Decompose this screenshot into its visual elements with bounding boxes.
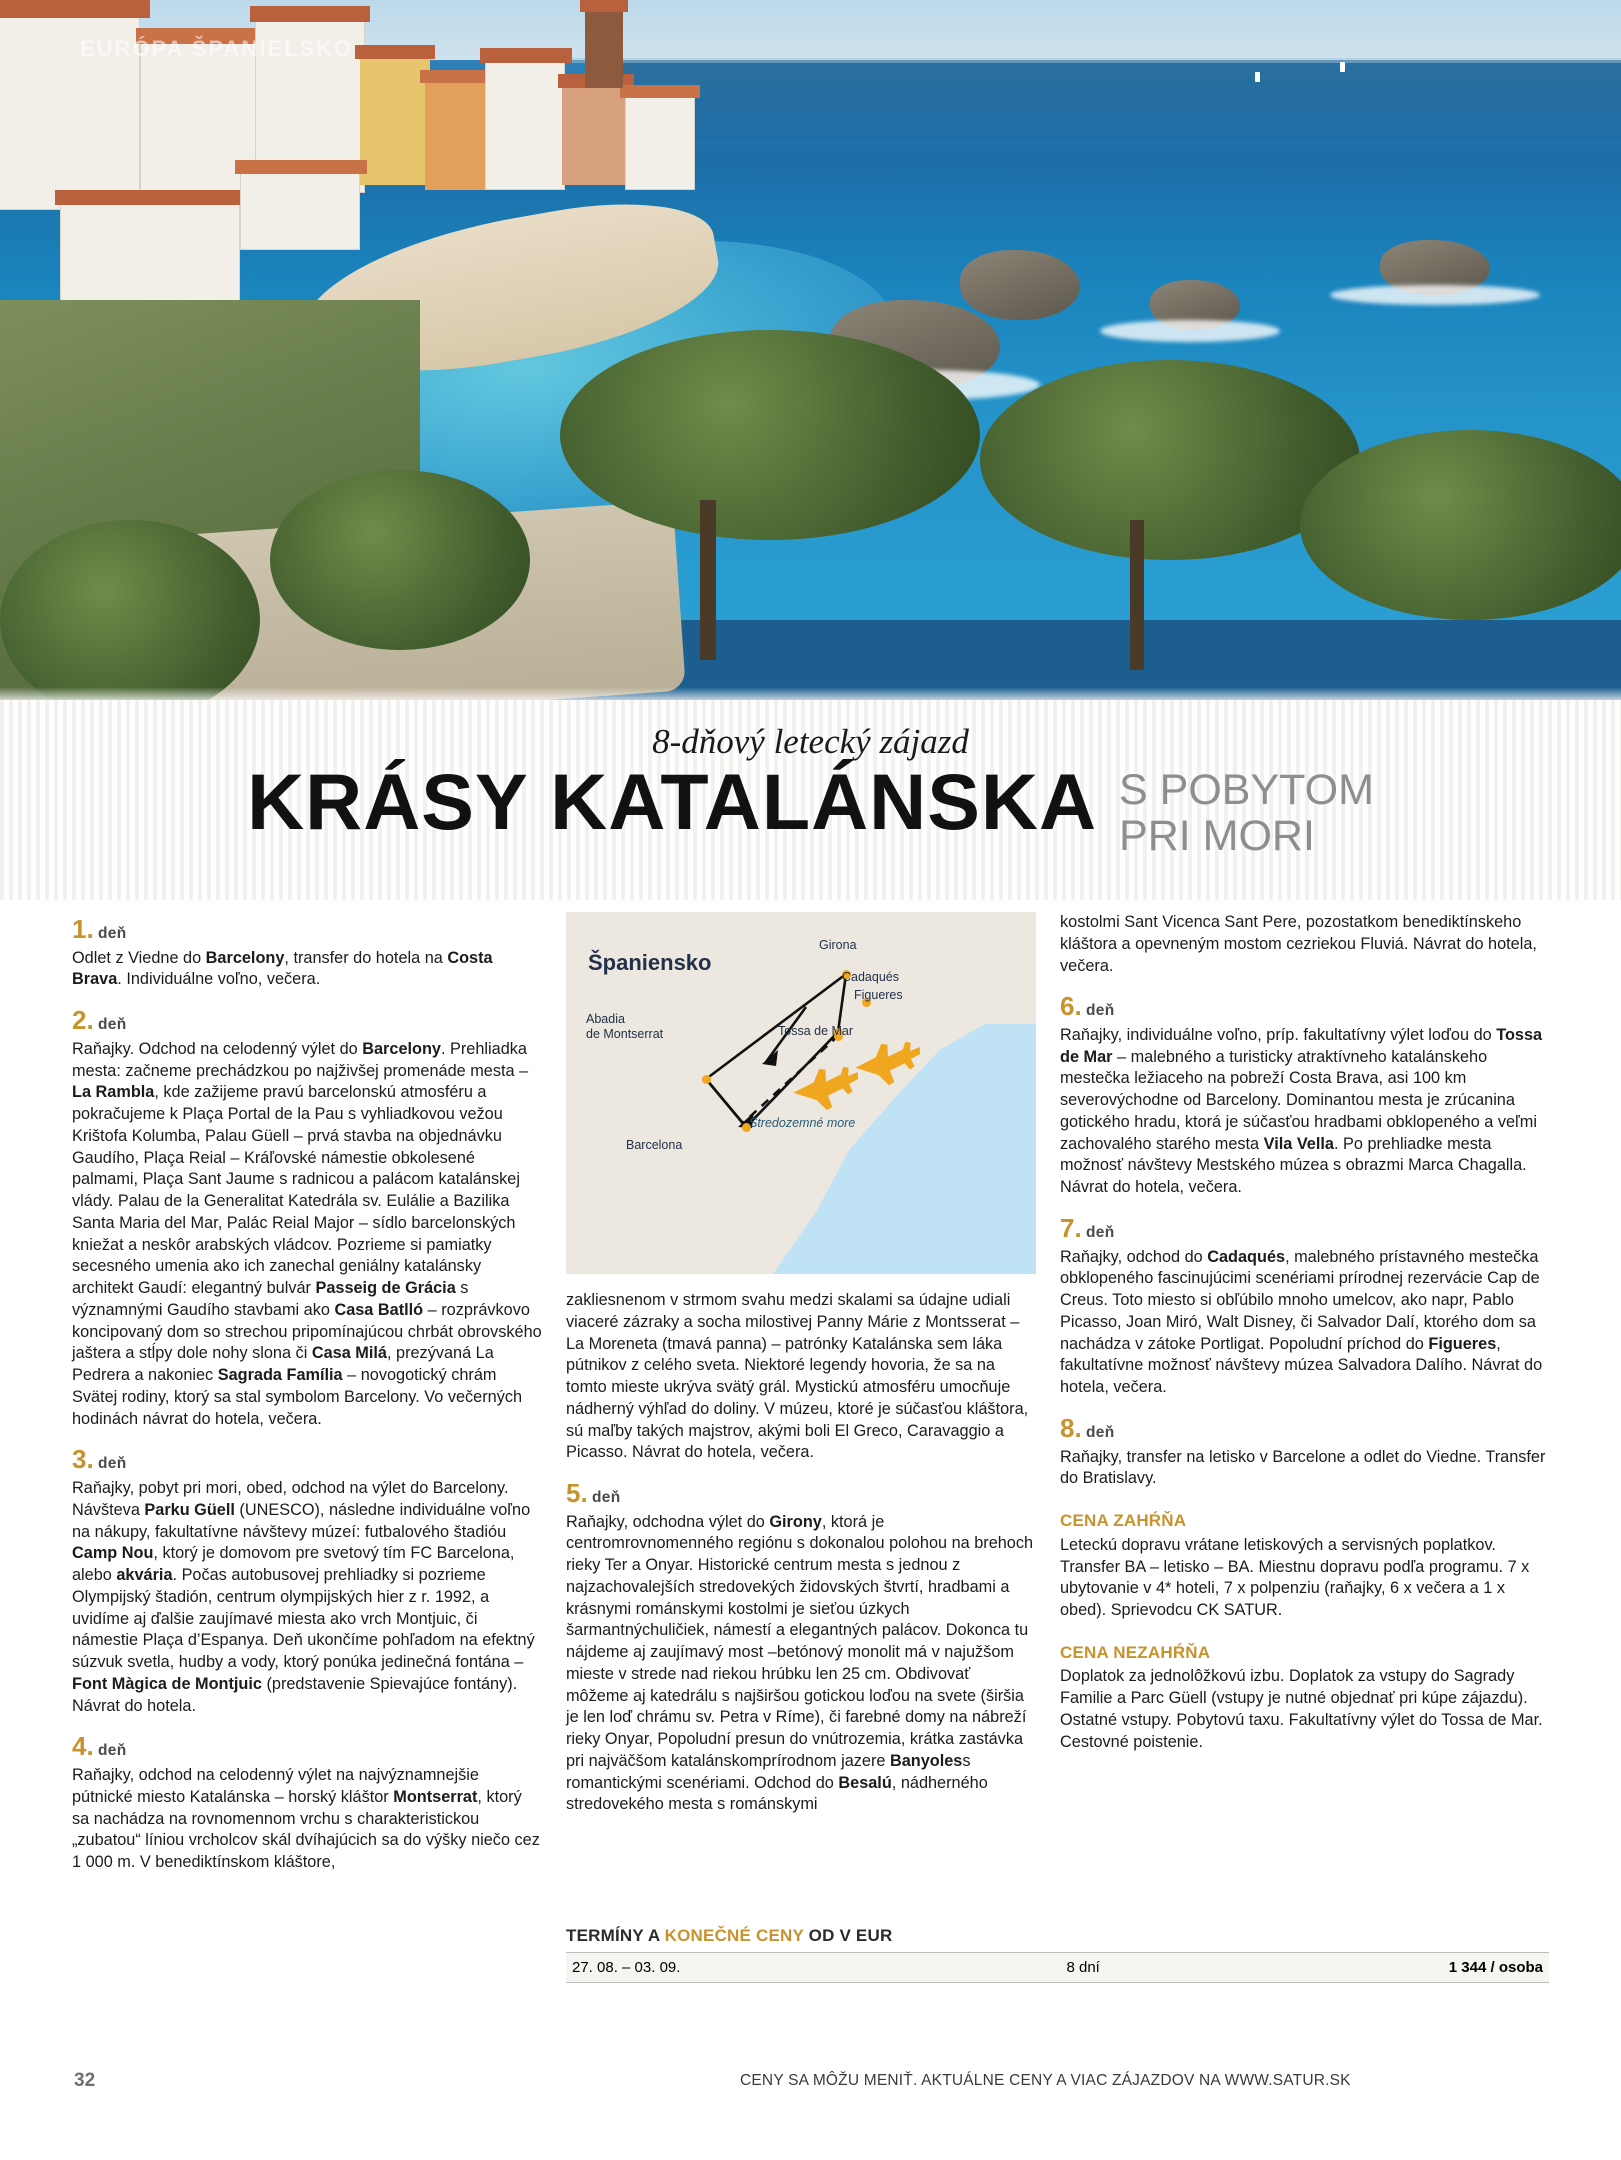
day-text-3: Raňajky, pobyt pri mori, obed, odchod na výlet do Barcelony. Návšteva Parku Güell (UNESCO), následne individuálne voľno na nákupy, fakultatívne návštevy múzeí: futbalového štadióu Camp Nou, ktorý je domovom pre svetový tím FC Barcelona, alebo akvária. Počas autobusovej prehliadky si pozrieme Olympijský štadión, centrum olympijských hier z r. 1992, a uvidíme aj ďalšie zaujímavé miesta ako vrch Montjuic, či námestie Plaça d’Espanya. Deň ukončíme pohľadom na efektný súzvuk svetla, hudby a vody, ktorý ponúka jedinečná fontána – Font Màgica de Montjuic (predstavenie Spievajúce fontány). Návrat do hotela. xyxy=(72,1479,535,1715)
day-text-5: Raňajky, odchodna výlet do Girony, ktorá je centromrovnomenného regiónu s dokonalou polohou na brehoch rieky Ter a Onyar. Historické centrum mesta s jednou z najzachovalejších stredovekých židovských štvrtí, hradbami a krásnymi románskymi kostolmi je sieťou úzkych šarmantnýchuličiek, námestí a elegantných palácov. Dokonca tu nájdeme aj zaujímavý most –betónový monolit má v najužšom mieste v strede nad riekou hrúbku len 25 cm. Obdivovať môžeme aj katedrálu s najširšou gotickou loďou na svete (širšia je len loď chrámu sv. Petra v Ríme), či farebné domy na nábreží rieky Onyar, Popoludní presun do vnútrozemia, krátka zastávka pri najväčšom katalánskomprírodnom jazere Banyoless romantickými scenériami. Odchod do Besalú, nádherného stredovekého mesta s románskymi xyxy=(566,1512,1034,1814)
day-label: deň xyxy=(98,925,127,942)
terms-heading-part1: TERMÍNY A xyxy=(566,1926,665,1945)
shrub xyxy=(0,520,260,705)
section-heading-price-includes: CENA ZAHŔŇA xyxy=(1060,1511,1187,1531)
term-date: 27. 08. – 03. 09. xyxy=(566,1953,1001,1983)
terms-heading-part2: OD V EUR xyxy=(803,1926,893,1945)
pine-tree xyxy=(560,330,980,540)
map-label-barcelona: Barcelona xyxy=(626,1138,683,1152)
subtitle-line-2: PRI MORI xyxy=(1119,811,1315,860)
sailboat xyxy=(1340,62,1345,72)
sea-foam xyxy=(1330,285,1540,305)
map-label-girona: Girona xyxy=(819,938,857,952)
day-heading-3 xyxy=(72,1442,542,1477)
column-1 xyxy=(72,912,542,1876)
section-heading-price-excludes: CENA NEZAHŔŇA xyxy=(1060,1642,1211,1662)
footer-note: CENY SA MÔŽU MENIŤ. AKTUÁLNE CENY A VIAC ZÁJAZDOV NA WWW.SATUR.SK xyxy=(740,2072,1351,2089)
column-2 xyxy=(566,1290,1036,1818)
day-number: 1. xyxy=(72,914,94,944)
day-heading-4 xyxy=(72,1729,542,1764)
day-heading-2 xyxy=(72,1003,542,1038)
sailboat xyxy=(1255,72,1260,82)
day-heading-5 xyxy=(566,1476,1036,1511)
day-number: 8. xyxy=(1060,1412,1082,1443)
day-heading-8 xyxy=(1060,1411,1549,1446)
day-number: 2. xyxy=(72,1005,94,1036)
day-text-1: Odlet z Viedne do Barcelony, transfer do hotela na Costa Brava. Individuálne voľno, večera. xyxy=(72,948,493,989)
column-3 xyxy=(1060,912,1549,1755)
day-label: deň xyxy=(1086,1002,1115,1020)
day-heading-6 xyxy=(1060,989,1549,1024)
kicker: 8-dňový letecký zájazd xyxy=(652,722,969,761)
terms-heading-gold: KONEČNÉ CENY xyxy=(664,1926,804,1945)
terms-heading xyxy=(566,1926,1549,1946)
map-label-abadia xyxy=(586,1012,663,1042)
map-label-figueres: Figueres xyxy=(854,988,903,1002)
page-title: KRÁSY KATALÁNSKA xyxy=(247,757,1098,846)
title-row xyxy=(0,757,1621,860)
day-label: deň xyxy=(98,1742,127,1760)
tree-trunk xyxy=(1130,520,1144,670)
page-number: 32 xyxy=(74,2070,96,2091)
day-number: 5. xyxy=(566,1478,588,1508)
hero-watermark: EURÓPA ŠPANIELSKO xyxy=(80,36,354,61)
besalu-continuation: kostolmi Sant Vicenca Sant Pere, pozostatkom benediktínskeho kláštora a opevneným mostom cezriekou Fluviá. Návrat do hotela, večera. xyxy=(1060,913,1537,975)
table-row xyxy=(566,1953,1549,1983)
day-label: deň xyxy=(1086,1223,1115,1241)
day-label: deň xyxy=(98,1016,127,1034)
subtitle-line-1: S POBYTOM xyxy=(1119,766,1374,814)
term-price: 1 344 / osoba xyxy=(1165,1953,1549,1983)
day-label: deň xyxy=(98,1455,127,1473)
rock xyxy=(960,250,1080,320)
term-duration: 8 dní xyxy=(1001,1953,1165,1983)
map-label-abadia-line1: Abadia xyxy=(586,1012,625,1026)
day-number: 3. xyxy=(72,1444,94,1475)
sea-foam xyxy=(1100,320,1280,342)
day-number: 4. xyxy=(72,1731,94,1762)
prices-table xyxy=(566,1952,1549,1983)
day-text-6: Raňajky, individuálne voľno, príp. fakultatívny výlet loďou do Tossa de Mar – malebného a turisticky atraktívneho katalánskeho mestečka ležiaceho na pobreží Costa Brava, asi 100 km severovýchodne od Barcelony. Dominantou mesta je zrúcanina gotického hradu, ktorá je súčasťou hradbami obklopeného a veľmi zachovalého starého mesta Vila Vella. Po prehliadke mesta možnosť návštevy Mestského múzea s obrazmi Marca Chagalla. Návrat do hotela, večera. xyxy=(1060,1025,1543,1197)
route-map xyxy=(566,912,1036,1274)
day-label: deň xyxy=(592,1489,621,1506)
price-includes-text: Leteckú dopravu vrátane letiskových a servisných poplatkov. Transfer BA – letisko – BA. Miestnu dopravu podľa programu. 7 x ubytovanie v 4* hoteli, 7 x polpenziu (raňajky, 6 x večera a 1 x obed). Sprievodcu CK SATUR. xyxy=(1060,1535,1530,1620)
day-number: 6. xyxy=(1060,991,1082,1022)
map-country-label: Španiensko xyxy=(588,950,712,975)
terms-and-prices xyxy=(566,1926,1549,1983)
day-text-7: Raňajky, odchod do Cadaqués, malebného prístavného mestečka obklopeného fascinujúcimi scenériami prírodnej rezervácie Cap de Creus. Toto miesto si obľúbilo mnoho umelcov, ako napr, Pablo Picasso, Joan Miró, Walt Disney, či Salvador Dalí, ktorého dom sa nachádza v zátoke Portligat. Popoludní príchod do Figueres, fakultatívne možnosť návštevy múzea Salvadora Dalího. Návrat do hotela, večera. xyxy=(1060,1247,1543,1397)
map-label-tossa: Tossa de Mar xyxy=(778,1024,854,1038)
day-text-4: Raňajky, odchod na celodenný výlet na najvýznamnejšie pútnické miesto Katalánska – horský kláštor Montserrat, ktorý sa nachádza na rovnomennom vrchu s charakteristickou „zubatou“ líniou vrcholcov skál dvíhajúcich sa do výšky niečo cez 1 000 m. V benediktínskom kláštore, xyxy=(72,1766,540,1872)
shrub xyxy=(270,470,530,650)
montserrat-continuation: zakliesnenom v strmom svahu medzi skalami sa údajne udiali viaceré zázraky a socha milostivej Panny Márie z Montsserat – La Moreneta (tmavá panna) – patrónky Katalánska sem láka pútnikov z celého sveta. Niektoré legendy hovoria, že sa na tomto mieste ukrýva svätý grál. Mystickú atmosféru umocňuje nádherný výhľad do doliny. V múzeu, ktoré je súčasťou kláštora, sú maľby takých majstrov, akými boli El Greco, Caravaggio a Picasso. Návrat do hotela, večera. xyxy=(566,1291,1029,1462)
map-label-abadia-line2: de Montserrat xyxy=(586,1027,664,1041)
day-number: 7. xyxy=(1060,1212,1082,1243)
day-text-2: Raňajky. Odchod na celodenný výlet do Barcelony. Prehliadka mesta: začneme prechádzkou po najživšej promenáde mesta – La Rambla, kde zažijeme pravú barcelonskú atmosféru a pokračujeme k Plaça Portal de la Pau s vyhliadkovou vežou Krištofa Kolumba, Palau Güell – prvá stavba na objednávku Gaudího, Plaça Reial – Kráľovské námestie obkolesené palmami, Plaça Sant Jaume s radnicou a palácom katalánskej vlády. Palau de la Generalitat Katedrála sv. Eulálie a Bazilika Santa Maria del Mar, Palác Reial Major – sídlo barcelonských kniežat a neskôr arabských vládcov. Pozrieme si pamiatky secesného umenia ako ich zanechal geniálny katalánsky architekt Gaudí: elegantný bulvár Passeig de Grácia s významnými Gaudího stavbami ako Casa Batlló – rozprávkovo koncipovaný dom so strechou pripomínajúcou chrbát obrovského jaštera a stĺpy dole nohy slona či Casa Milá, prezývaná La Pedrera a nakoniec Sagrada Família – novogotický chrám Svätej rodiny, ktorý sa stal symbolom Barcelony. Vo večerných hodinách návrat do hotela, večera. xyxy=(72,1039,542,1428)
pine-tree xyxy=(1300,430,1621,620)
day-label: deň xyxy=(1086,1423,1115,1441)
page-subtitle xyxy=(1119,768,1374,859)
map-dot-abadia xyxy=(702,1075,711,1084)
map-label-cadaques: Cadaqués xyxy=(842,970,899,984)
day-text-8: Raňajky, transfer na letisko v Barcelone a odlet do Viedne. Transfer do Bratislavy. xyxy=(1060,1447,1546,1488)
day-heading-1 xyxy=(72,912,542,947)
price-excludes-text: Doplatok za jednolôžkovú izbu. Doplatok za vstupy do Sagrady Familie a Parc Güell (vstupy je nutné objednať pri kúpe zájazdu). Ostatné vstupy. Pobytovú taxu. Fakultatívny výlet do Tossa de Mar. Cestovné poistenie. xyxy=(1060,1667,1543,1751)
map-label-sea: Stredozemné more xyxy=(749,1116,856,1130)
day-heading-7 xyxy=(1060,1211,1549,1246)
hero-photo xyxy=(0,0,1621,705)
tree-trunk xyxy=(700,500,716,660)
